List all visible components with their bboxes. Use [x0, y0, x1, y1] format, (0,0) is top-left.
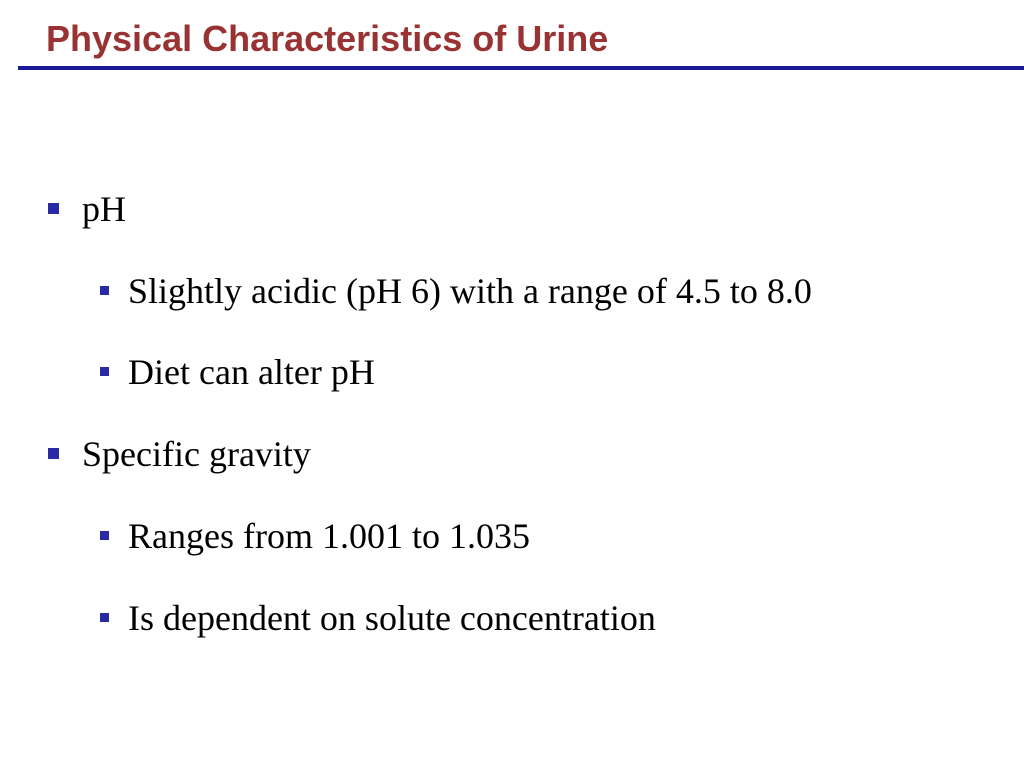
square-bullet-icon: [48, 203, 59, 214]
sub-bullet-solute: [128, 597, 656, 639]
square-bullet-icon: [100, 286, 109, 295]
sub-bullet-text: Ranges from 1.001 to 1.035: [128, 516, 530, 556]
sub-bullet-ph-range: [128, 270, 812, 312]
slide-title: Physical Characteristics of Urine: [46, 18, 609, 59]
sub-bullet-diet: [128, 351, 375, 393]
bullet-specific-gravity: [82, 433, 311, 475]
square-bullet-icon: [100, 613, 109, 622]
square-bullet-icon: [48, 448, 59, 459]
square-bullet-icon: [100, 367, 109, 376]
sub-bullet-text: Diet can alter pH: [128, 352, 375, 392]
bullet-text: Specific gravity: [82, 434, 311, 474]
bullet-text: pH: [82, 189, 126, 229]
sub-bullet-text: Slightly acidic (pH 6) with a range of 4.5 to 8.0: [128, 271, 812, 311]
bullet-ph: [82, 188, 126, 230]
sub-bullet-text: Is dependent on solute concentration: [128, 598, 656, 638]
sub-bullet-sg-range: [128, 515, 530, 557]
square-bullet-icon: [100, 531, 109, 540]
